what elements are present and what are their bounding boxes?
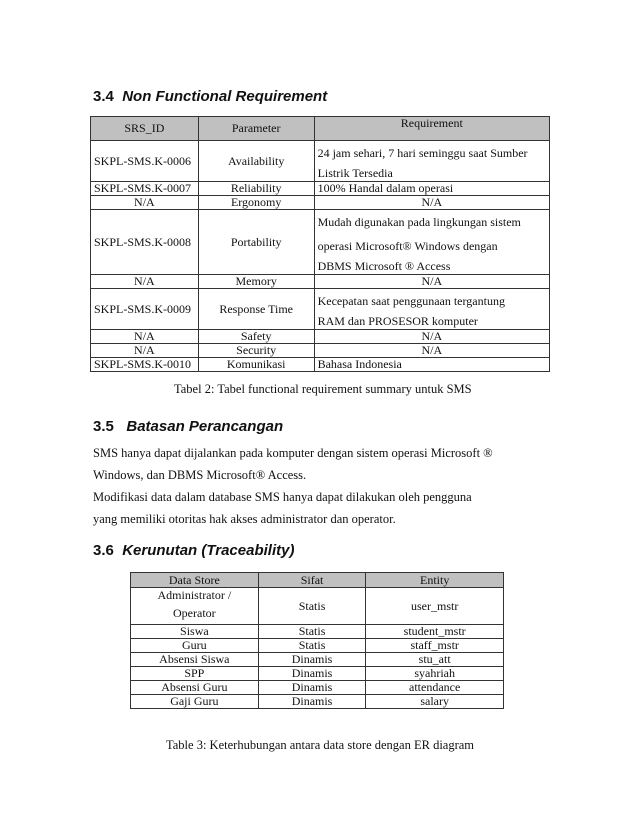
sifat-cell: Dinamis bbox=[258, 695, 366, 709]
table-row bbox=[131, 681, 504, 695]
requirement-line: N/A bbox=[421, 195, 443, 209]
table-row bbox=[131, 588, 504, 625]
section-number: 3.4 bbox=[93, 88, 114, 105]
requirement-cell bbox=[314, 141, 549, 182]
table-row bbox=[91, 141, 550, 182]
requirement-cell bbox=[314, 344, 549, 358]
table-row bbox=[131, 639, 504, 653]
requirement-line: Listrik Tersedia bbox=[317, 166, 393, 180]
sifat-cell: Statis bbox=[258, 639, 366, 653]
data-store-cell bbox=[131, 625, 259, 639]
nfr-header-requirement: Requirement bbox=[314, 117, 549, 141]
entity-cell: syahriah bbox=[366, 667, 504, 681]
section-number: 3.5 bbox=[93, 418, 114, 435]
data-store-line: Siswa bbox=[180, 624, 209, 638]
requirement-line: N/A bbox=[421, 274, 443, 288]
requirement-line: operasi Microsoft® Windows dengan bbox=[317, 239, 498, 253]
srs-id-cell: SKPL-SMS.K-0009 bbox=[91, 289, 199, 330]
entity-cell: salary bbox=[366, 695, 504, 709]
parameter-cell: Safety bbox=[198, 330, 314, 344]
trace-header-sifat: Sifat bbox=[258, 573, 366, 588]
section-number: 3.6 bbox=[93, 542, 114, 559]
requirement-cell bbox=[314, 182, 549, 196]
srs-id-cell: N/A bbox=[91, 196, 199, 210]
nfr-header-srs-id: SRS_ID bbox=[91, 117, 199, 141]
nfr-table-header-row bbox=[91, 117, 550, 141]
parameter-cell: Ergonomy bbox=[198, 196, 314, 210]
sifat-cell: Dinamis bbox=[258, 653, 366, 667]
requirement-cell bbox=[314, 289, 549, 330]
requirement-line: Kecepatan saat penggunaan tergantung bbox=[317, 294, 505, 308]
entity-cell: user_mstr bbox=[366, 588, 504, 625]
sifat-cell: Dinamis bbox=[258, 681, 366, 695]
trace-table-header-row bbox=[131, 573, 504, 588]
parameter-cell: Response Time bbox=[198, 289, 314, 330]
section-title: Non Functional Requirement bbox=[122, 88, 328, 105]
sifat-cell: Dinamis bbox=[258, 667, 366, 681]
data-store-cell bbox=[131, 653, 259, 667]
parameter-cell: Portability bbox=[198, 210, 314, 275]
nfr-header-parameter: Parameter bbox=[198, 117, 314, 141]
section-heading-traceability bbox=[93, 542, 294, 559]
srs-id-cell: SKPL-SMS.K-0010 bbox=[91, 358, 199, 372]
requirement-line: 24 jam sehari, 7 hari seminggu saat Sumber bbox=[317, 146, 528, 160]
requirement-cell bbox=[314, 210, 549, 275]
srs-id-cell: N/A bbox=[91, 330, 199, 344]
table-row bbox=[131, 667, 504, 681]
paragraph-line: Modifikasi data dalam database SMS hanya dapat dilakukan oleh pengguna bbox=[93, 490, 472, 504]
nfr-table bbox=[90, 116, 550, 372]
requirement-cell bbox=[314, 330, 549, 344]
requirement-line: RAM dan PROSESOR komputer bbox=[317, 314, 478, 328]
srs-id-cell: N/A bbox=[91, 344, 199, 358]
table-row bbox=[131, 625, 504, 639]
srs-id-cell: SKPL-SMS.K-0007 bbox=[91, 182, 199, 196]
trace-header-entity: Entity bbox=[366, 573, 504, 588]
table-row bbox=[91, 210, 550, 275]
table-row bbox=[91, 330, 550, 344]
requirement-cell bbox=[314, 358, 549, 372]
entity-cell: attendance bbox=[366, 681, 504, 695]
table-row bbox=[91, 196, 550, 210]
table-row bbox=[91, 358, 550, 372]
section-heading-nfr bbox=[93, 88, 327, 105]
traceability-table bbox=[130, 572, 504, 709]
trace-table-body bbox=[131, 588, 504, 709]
trace-header-data-store: Data Store bbox=[131, 573, 259, 588]
sifat-cell: Statis bbox=[258, 588, 366, 625]
parameter-cell: Reliability bbox=[198, 182, 314, 196]
data-store-line: SPP bbox=[184, 666, 205, 680]
table-row bbox=[91, 182, 550, 196]
requirement-line: Bahasa Indonesia bbox=[317, 357, 402, 371]
entity-cell: staff_mstr bbox=[366, 639, 504, 653]
data-store-line: Operator bbox=[173, 606, 216, 620]
section-title: Batasan Perancangan bbox=[126, 418, 284, 435]
batasan-paragraph bbox=[93, 442, 553, 530]
data-store-cell bbox=[131, 695, 259, 709]
table-row bbox=[131, 653, 504, 667]
data-store-cell bbox=[131, 667, 259, 681]
requirement-cell bbox=[314, 196, 549, 210]
data-store-line: Guru bbox=[182, 638, 207, 652]
table-row bbox=[131, 695, 504, 709]
srs-id-cell: SKPL-SMS.K-0006 bbox=[91, 141, 199, 182]
parameter-cell: Availability bbox=[198, 141, 314, 182]
srs-id-cell: SKPL-SMS.K-0008 bbox=[91, 210, 199, 275]
srs-id-cell: N/A bbox=[91, 275, 199, 289]
section-heading-batasan bbox=[93, 418, 283, 435]
sifat-cell: Statis bbox=[258, 625, 366, 639]
data-store-cell bbox=[131, 681, 259, 695]
parameter-cell: Memory bbox=[198, 275, 314, 289]
requirement-line: 100% Handal dalam operasi bbox=[317, 181, 454, 195]
paragraph-line: SMS hanya dapat dijalankan pada komputer dengan sistem operasi Microsoft ® bbox=[93, 446, 493, 460]
data-store-line: Administrator / bbox=[157, 588, 232, 602]
caption-trace-table: Table 3: Keterhubungan antara data store dengan ER diagram bbox=[166, 738, 475, 752]
requirement-cell bbox=[314, 275, 549, 289]
requirement-line: Mudah digunakan pada lingkungan sistem bbox=[317, 215, 521, 229]
requirement-line: N/A bbox=[421, 343, 443, 357]
table-row bbox=[91, 275, 550, 289]
paragraph-line: Windows, dan DBMS Microsoft® Access. bbox=[93, 468, 307, 482]
parameter-cell: Security bbox=[198, 344, 314, 358]
paragraph-line: yang memiliki otoritas hak akses administrator dan operator. bbox=[93, 512, 396, 526]
caption-nfr-table: Tabel 2: Tabel functional requirement summary untuk SMS bbox=[174, 382, 472, 396]
data-store-cell bbox=[131, 639, 259, 653]
data-store-line: Absensi Siswa bbox=[159, 652, 230, 666]
entity-cell: stu_att bbox=[366, 653, 504, 667]
table-row bbox=[91, 289, 550, 330]
section-title: Kerunutan (Traceability) bbox=[122, 542, 295, 559]
entity-cell: student_mstr bbox=[366, 625, 504, 639]
table-row bbox=[91, 344, 550, 358]
parameter-cell: Komunikasi bbox=[198, 358, 314, 372]
requirement-line: DBMS Microsoft ® Access bbox=[317, 259, 451, 273]
requirement-line: N/A bbox=[421, 329, 443, 343]
data-store-line: Gaji Guru bbox=[170, 694, 219, 708]
data-store-cell bbox=[131, 588, 259, 625]
data-store-line: Absensi Guru bbox=[161, 680, 228, 694]
nfr-table-body bbox=[91, 141, 550, 372]
